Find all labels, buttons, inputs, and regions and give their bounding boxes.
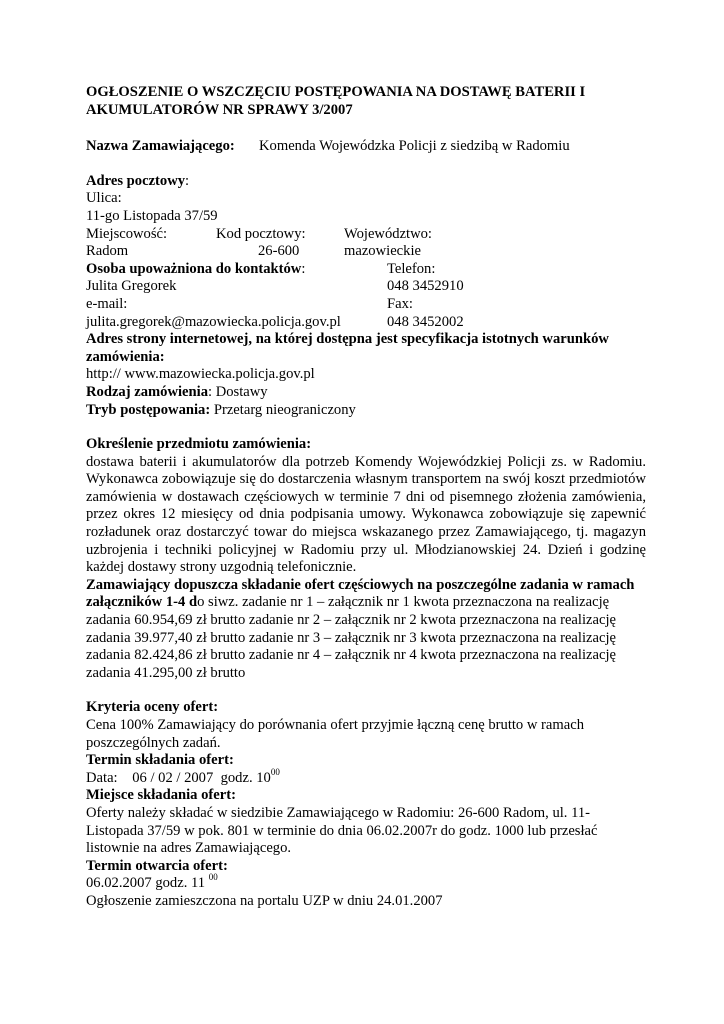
procedure-value: Przetarg nieograniczony [210,401,356,418]
contracting-authority-label: Nazwa Zamawiającego: [86,138,235,155]
opening-heading: Termin otwarcia ofert: [86,857,228,874]
contact-name-row [86,278,646,296]
address-values-row [86,243,646,261]
procedure-line [86,402,646,420]
order-type-label: Rodzaj zamówienia [86,383,209,400]
email-label-row [86,296,646,314]
partial-offers-paragraph [86,577,646,683]
partial-offers-text: o siwz. zadanie nr 1 – załącznik nr 1 kwota przeznaczona na realizację zadania 60.954,69 zł brutto zadanie nr 2 – załącznik nr 2 kwota przeznaczona na realizację zadania 39.977,40 zł brutto zadanie nr 3 – załącznik nr 3 kwota przeznaczona na realizację zadania 82.424,86 zł brutto zadanie nr 4 – załącznik nr 4 kwota przeznaczona na realizację zadania 41.295,00 zł brutto [86,594,616,681]
postcode-label: Kod pocztowy: [216,225,306,242]
contact-heading-row [86,261,646,279]
place-heading: Miejsce składania ofert: [86,787,236,804]
contracting-authority-row [86,138,646,156]
region-label: Województwo: [344,225,432,242]
document-title: OGŁOSZENIE O WSZCZĘCIU POSTĘPOWANIA NA DOSTAWĘ BATERII I AKUMULATORÓW NR SPRAWY 3/2007 [86,84,586,118]
contact-heading: Osoba upoważniona do kontaktów [86,260,302,277]
partial-offers-heading: Zamawiający dopuszcza składanie ofert częściowych na poszczególne zadania w ramach załączników 1-4 d [86,576,635,611]
opening-text: 06.02.2007 godz. 11 [86,875,209,892]
contact-name: Julita Gregorek [86,278,177,295]
website-heading: Adres strony internetowej, na której dostępna jest specyfikacja istotnych warunków zamówienia: [86,331,609,365]
document-page [86,84,646,911]
contracting-authority-value: Komenda Wojewódzka Policji z siedzibą w Radomiu [259,138,570,155]
fax-value: 048 3452002 [387,313,464,330]
fax-label: Fax: [387,295,413,312]
deadline-text: Data: 06 / 02 / 2007 godz. 10 [86,769,271,786]
contact-heading-suffix: : [301,260,306,277]
address-heading-suffix: : [185,172,190,189]
street-value: 11-go Listopada 37/59 [86,207,218,224]
deadline-minutes: 00 [270,766,280,777]
email-value-row [86,314,646,332]
address-labels-row [86,226,646,244]
email-label: e-mail: [86,295,128,312]
publication-note: Ogłoszenie zamieszczona na portalu UZP w dniu 24.01.2007 [86,892,443,909]
place-text: Oferty należy składać w siedzibie Zamawiającego w Radomiu: 26-600 Radom, ul. 11-Listopada 37/59 w pok. 801 w terminie do dnia 06.02.2007r do godz. 1000 lub przesłać listownie na adres Zamawiającego. [86,804,598,857]
email-value: julita.gregorek@mazowiecka.policja.gov.pl [86,313,341,330]
order-type-value: : Dostawy [208,383,268,400]
procedure-label: Tryb postępowania: [86,401,211,418]
order-type-line [86,384,646,402]
subject-text: dostawa baterii i akumulatorów dla potrzeb Komendy Wojewódzkiej Policji zs. w Radomiu. Wykonawca zobowiązuje się do dostarczenia własnym transportem na swój koszt przedmiotów zamówienia w dostawach częściowych w terminie 7 dni od pisemnego złożenia zamówienia, przez okres 12 miesięcy od dnia podpisania umowy. Wykonawca zobowiązuje się zapewnić rozładunek oraz dostarczyć towar do miejsca wskazanego przez Zamawiającego, tj. magazyn uzbrojenia i techniki policyjnej w Radomiu przy ul. Młodzianowskiej 24. Dzień i godzinę każdej dostawy strony uzgodnią telefonicznie. [86,453,646,576]
deadline-heading: Termin składania ofert: [86,752,234,769]
phone-value: 048 3452910 [387,278,464,295]
criteria-text: Cena 100% Zamawiający do porównania ofert przyjmie łączną cenę brutto w ramach poszczególnych zadań. [86,717,584,751]
website-url: http:// www.mazowiecka.policja.gov.pl [86,366,315,383]
criteria-heading: Kryteria oceny ofert: [86,699,219,716]
postcode-value: 26-600 [258,243,300,260]
city-label: Miejscowość: [86,225,168,242]
address-heading: Adres pocztowy [86,172,186,189]
region-value: mazowieckie [344,243,421,260]
street-label: Ulica: [86,190,122,207]
phone-label: Telefon: [387,260,436,277]
city-value: Radom [86,243,129,260]
opening-minutes: 00 [208,872,218,883]
address-heading-line [86,173,646,191]
opening-line [86,872,646,893]
deadline-line [86,766,646,788]
subject-heading: Określenie przedmiotu zamówienia: [86,436,312,453]
